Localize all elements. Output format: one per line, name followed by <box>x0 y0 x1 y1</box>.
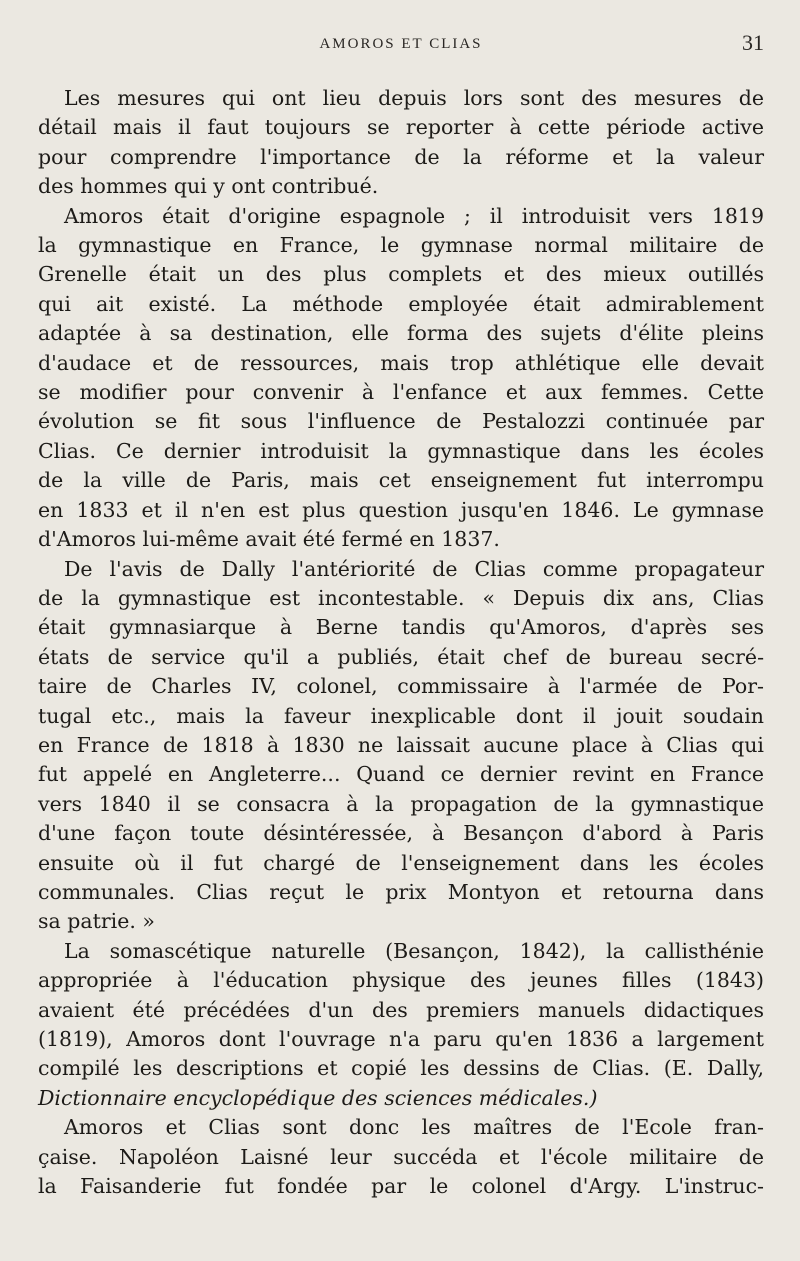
text-line: de la ville de Paris, mais cet enseignement fut interrompu <box>38 468 764 493</box>
paragraph-3 <box>38 555 764 937</box>
text-line: (1819), Amoros dont l'ouvrage n'a paru qu'en 1836 a largement <box>38 1027 764 1051</box>
text-line: états de service qu'il a publiés, était chef de bureau secré- <box>38 644 764 669</box>
running-title: AMOROS ET CLIAS <box>319 36 483 52</box>
text-line: en France de 1818 à 1830 ne laissait aucune place à Clias qui <box>38 732 764 757</box>
text-line: taire de Charles IV, colonel, commissaire à l'armée de Por- <box>38 674 764 699</box>
text-line: évolution se fit sous l'influence de Pestalozzi continuée par <box>38 409 764 434</box>
text-line: la gymnastique en France, le gymnase normal militaire de <box>38 233 764 258</box>
text-line: vers 1840 il se consacra à la propagation de la gymnastique <box>38 791 764 816</box>
text-line: ensuite où il fut chargé de l'enseignement dans les écoles <box>38 850 764 875</box>
text-line: compilé les descriptions et copié les dessins de Clias. (E. Dally, <box>38 1056 764 1081</box>
text-line: fut appelé en Angleterre... Quand ce dernier revint en France <box>38 762 764 787</box>
text-line: Clias. Ce dernier introduisit la gymnastique dans les écoles <box>38 438 764 463</box>
body-text <box>38 84 764 1201</box>
text-line: d'une façon toute désintéressée, à Besançon d'abord à Paris <box>38 821 764 846</box>
text-line: d'Amoros lui-même avait été fermé en 1837. <box>38 527 500 552</box>
text-line: communales. Clias reçut le prix Montyon et retourna dans <box>38 879 764 904</box>
running-header <box>38 28 764 62</box>
text-line: avaient été précédées d'un des premiers manuels didactiques <box>38 997 764 1022</box>
text-line: Grenelle était un des plus complets et des mieux outillés <box>38 262 764 287</box>
text-line: De l'avis de Dally l'antériorité de Clias comme propagateur <box>64 556 764 581</box>
text-line: d'audace et de ressources, mais trop athlétique elle devait <box>38 350 764 375</box>
paragraph-2 <box>38 202 764 555</box>
text-line: en 1833 et il n'en est plus question jusqu'en 1846. Le gymnase <box>38 497 764 522</box>
text-line: Amoros était d'origine espagnole ; il introduisit vers 1819 <box>64 203 764 228</box>
text-line: appropriée à l'éducation physique des jeunes filles (1843) <box>38 968 764 993</box>
text-line: sa patrie. » <box>38 909 155 934</box>
text-line: tugal etc., mais la faveur inexplicable dont il jouit soudain <box>38 703 764 728</box>
paragraph-4 <box>38 937 764 1113</box>
text-line: adaptée à sa destination, elle forma des sujets d'élite pleins <box>38 321 764 346</box>
text-line: Les mesures qui ont lieu depuis lors sont des mesures de <box>64 86 764 110</box>
text-line: des hommes qui y ont contribué. <box>38 174 379 199</box>
paragraph-1 <box>38 84 764 202</box>
text-line: détail mais il faut toujours se reporter à cette période active <box>38 115 764 140</box>
text-line: se modifier pour convenir à l'enfance et aux femmes. Cette <box>38 380 764 405</box>
italic-citation-line: Dictionnaire encyclopédique des sciences médicales.) <box>38 1085 598 1110</box>
text-line: de la gymnastique est incontestable. « Depuis dix ans, Clias <box>38 585 764 610</box>
text-line: qui ait existé. La méthode employée était admirablement <box>38 291 764 316</box>
text-line: pour comprendre l'importance de la réforme et la valeur <box>38 144 764 169</box>
text-line: çaise. Napoléon Laisné leur succéda et l'école militaire de <box>38 1144 764 1169</box>
text-line: Amoros et Clias sont donc les maîtres de l'Ecole fran- <box>64 1115 764 1140</box>
text-line: la Faisanderie fut fondée par le colonel d'Argy. L'instruc- <box>38 1174 764 1199</box>
text-line: La somascétique naturelle (Besançon, 1842), la callisthénie <box>64 938 764 963</box>
paragraph-5 <box>38 1113 764 1201</box>
page-number: 31 <box>742 30 764 55</box>
text-line: était gymnasiarque à Berne tandis qu'Amoros, d'après ses <box>38 615 764 640</box>
